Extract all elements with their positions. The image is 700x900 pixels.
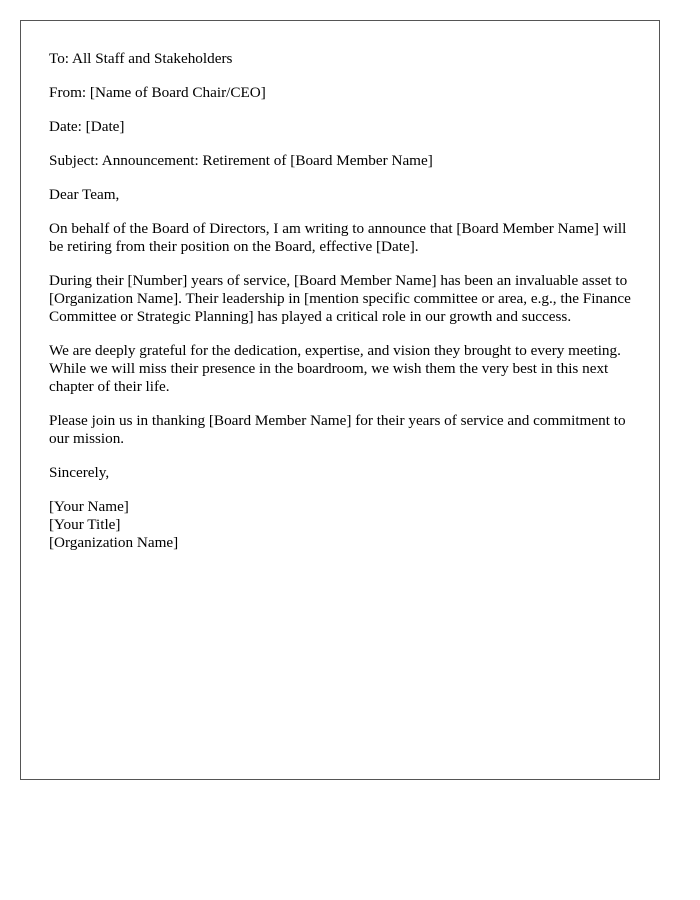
memo-date: Date: [Date] <box>49 118 125 135</box>
signature-block <box>49 498 634 552</box>
paragraph-announcement: On behalf of the Board of Directors, I am writing to announce that [Board Member Name] will be retiring from their position on the Board, effective [Date]. <box>49 220 627 255</box>
signature-title: [Your Title] <box>49 516 121 533</box>
paragraph-gratitude: We are deeply grateful for the dedication, expertise, and vision they brought to every meeting. While we will miss their presence in the boardroom, we wish them the very best in this next chapter of their life. <box>49 342 621 395</box>
memo-to: To: All Staff and Stakeholders <box>49 50 233 67</box>
greeting: Dear Team, <box>49 186 120 203</box>
signature-name: [Your Name] <box>49 498 129 515</box>
closing: Sincerely, <box>49 464 110 481</box>
letter-content <box>49 50 634 552</box>
paragraph-thanks: Please join us in thanking [Board Member Name] for their years of service and commitment to our mission. <box>49 412 626 447</box>
memo-subject: Subject: Announcement: Retirement of [Board Member Name] <box>49 152 433 169</box>
signature-organization: [Organization Name] <box>49 534 179 551</box>
memo-from: From: [Name of Board Chair/CEO] <box>49 84 266 101</box>
paragraph-service: During their [Number] years of service, [Board Member Name] has been an invaluable asset to [Organization Name]. Their leadership in [mention specific committee or area, e.g., the Finance Committee or Strategic Planning] has played a critical role in our growth and success. <box>49 272 631 325</box>
letter-page <box>20 20 660 780</box>
